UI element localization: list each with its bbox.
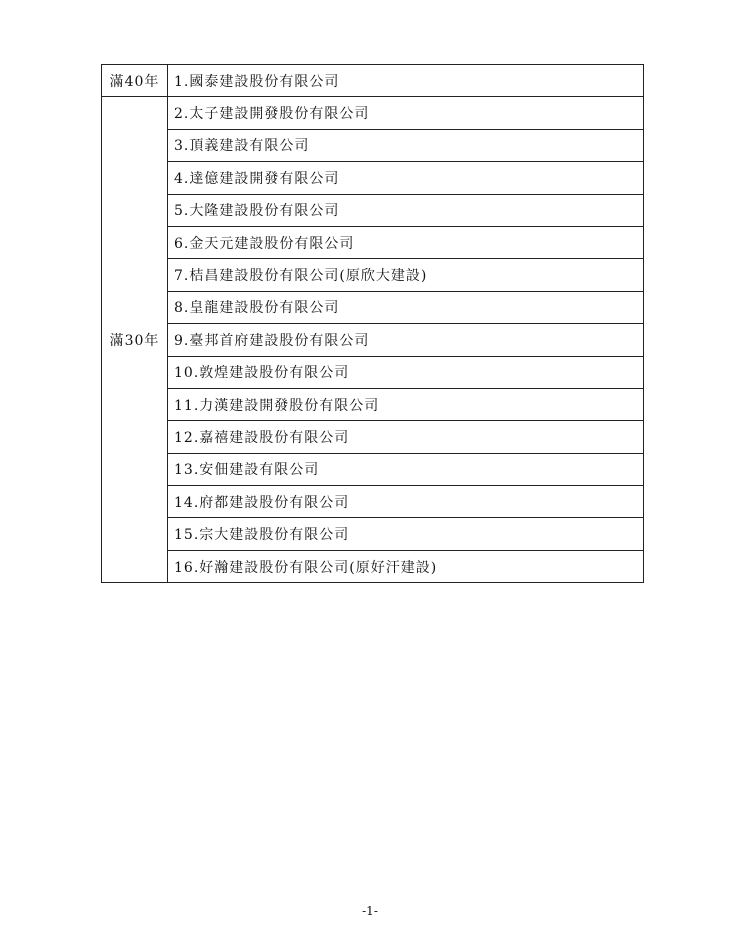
table-row xyxy=(102,162,644,194)
company-name: 9.臺邦首府建設股份有限公司 xyxy=(168,324,644,356)
group-label: 滿40年 xyxy=(102,65,168,97)
table-row xyxy=(102,388,644,420)
company-name: 1.國泰建設股份有限公司 xyxy=(168,65,644,97)
company-table-body xyxy=(102,65,644,583)
table-row xyxy=(102,356,644,388)
table-row xyxy=(102,259,644,291)
company-name: 5.大隆建設股份有限公司 xyxy=(168,194,644,226)
table-row xyxy=(102,550,644,582)
table-row xyxy=(102,324,644,356)
page-number: -1- xyxy=(362,904,378,918)
table-row xyxy=(102,518,644,550)
group-label: 滿30年 xyxy=(102,97,168,583)
table-row xyxy=(102,421,644,453)
company-name: 8.皇龍建設股份有限公司 xyxy=(168,291,644,323)
table-row xyxy=(102,97,644,129)
table-row xyxy=(102,226,644,258)
company-name: 15.宗大建設股份有限公司 xyxy=(168,518,644,550)
company-name: 11.力漢建設開發股份有限公司 xyxy=(168,388,644,420)
company-name: 14.府都建設股份有限公司 xyxy=(168,486,644,518)
company-name: 6.金天元建設股份有限公司 xyxy=(168,226,644,258)
company-name: 3.頂義建設有限公司 xyxy=(168,129,644,161)
company-name: 2.太子建設開發股份有限公司 xyxy=(168,97,644,129)
table-row xyxy=(102,291,644,323)
company-name: 7.桔昌建設股份有限公司(原欣大建設) xyxy=(168,259,644,291)
company-name: 13.安佃建設有限公司 xyxy=(168,453,644,485)
company-name: 16.好瀚建設股份有限公司(原好汗建設) xyxy=(168,550,644,582)
table-row xyxy=(102,65,644,97)
company-name: 12.嘉禧建設股份有限公司 xyxy=(168,421,644,453)
company-name: 4.達億建設開發有限公司 xyxy=(168,162,644,194)
table-row xyxy=(102,129,644,161)
company-name: 10.敦煌建設股份有限公司 xyxy=(168,356,644,388)
table-row xyxy=(102,194,644,226)
company-table xyxy=(101,64,644,583)
table-row xyxy=(102,453,644,485)
table-row xyxy=(102,486,644,518)
